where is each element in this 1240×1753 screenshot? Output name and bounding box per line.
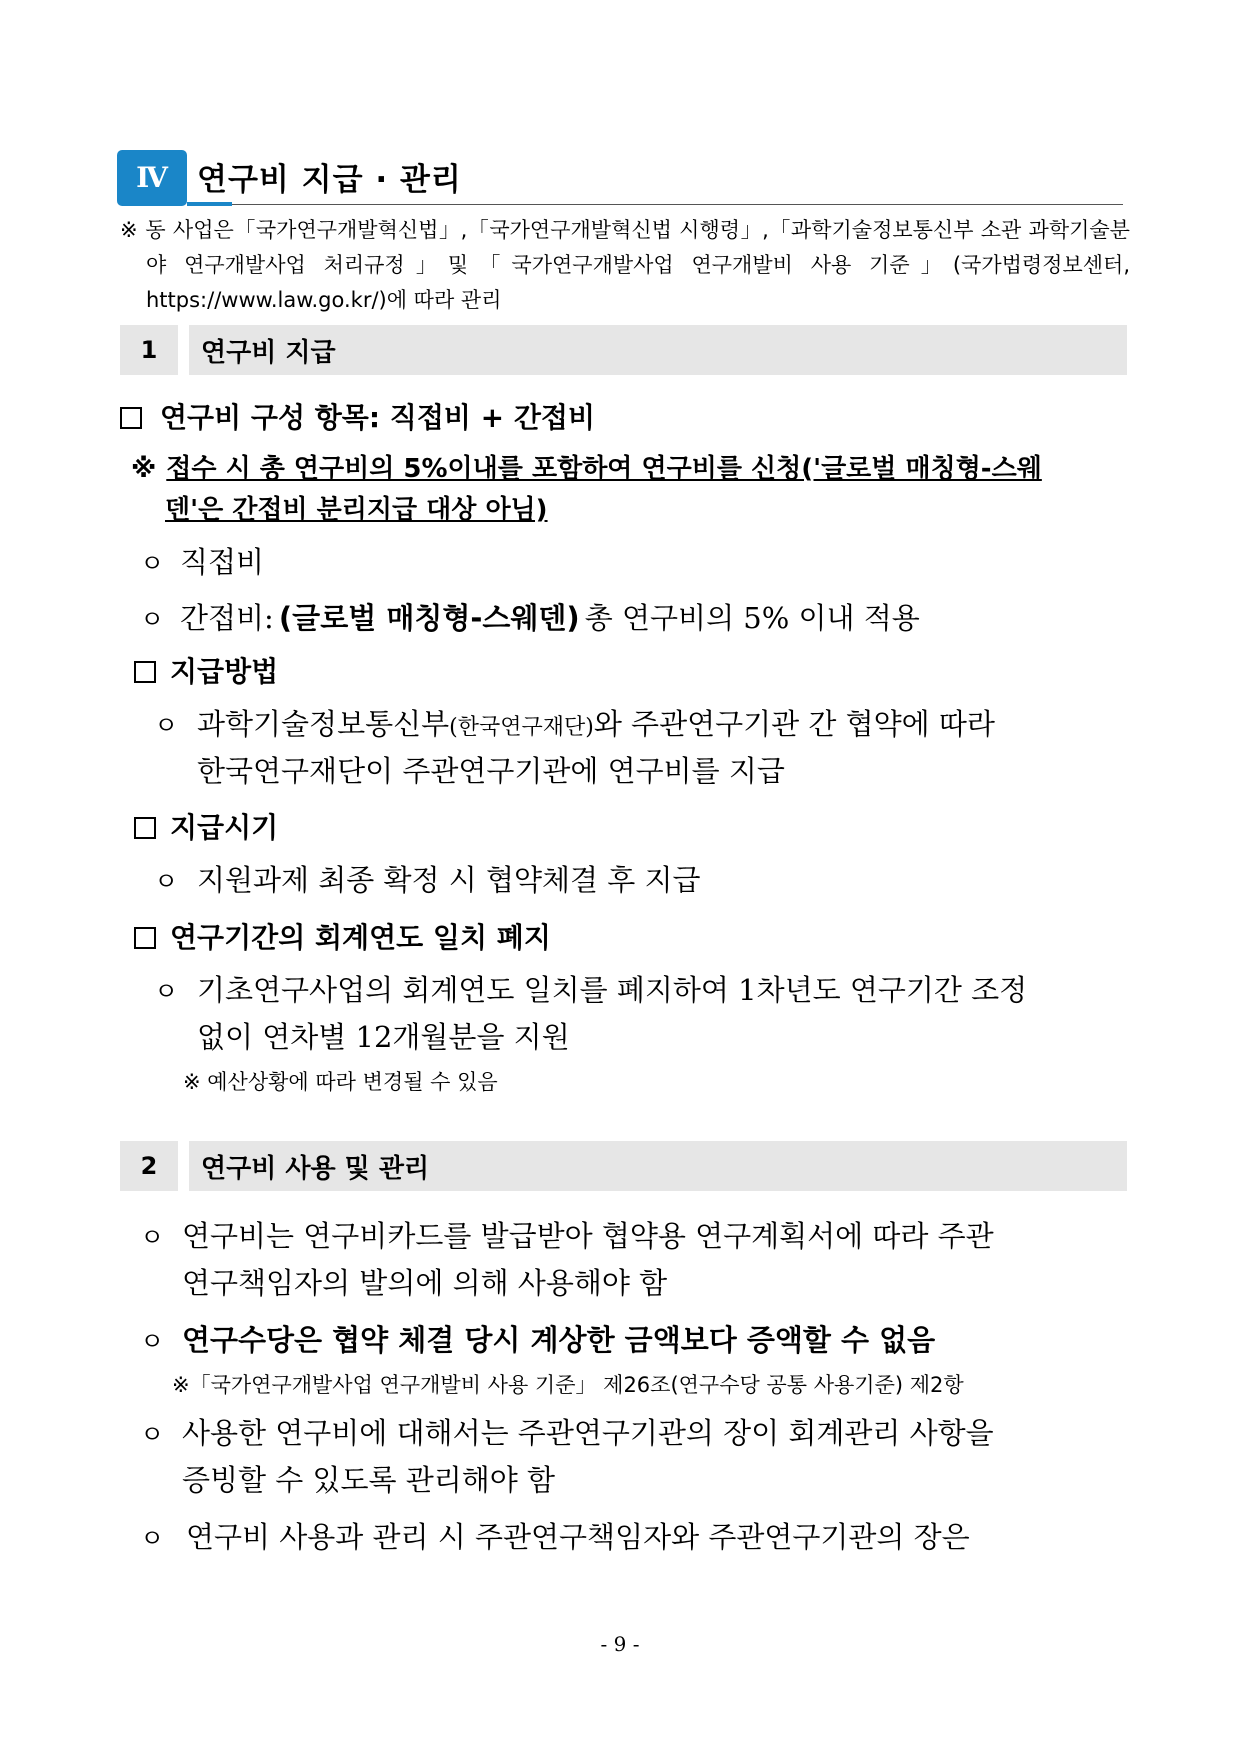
section-2-number: 2 [120, 1141, 178, 1191]
method-line2: 한국연구재단이 주관연구기관에 연구비를 지급 [197, 754, 785, 788]
indirect-cost-rest: 총 연구비의 5% 이내 적용 [584, 601, 920, 635]
legal-basis-note [120, 213, 1130, 318]
timing-line1: ㅇ 지원과제 최종 확정 시 협약체결 후 지급 [154, 863, 701, 897]
section2-bullet1-line1: ㅇ 연구비는 연구비카드를 발급받아 협약용 연구계획서에 따라 주관 [140, 1219, 994, 1253]
composition-note-line1 [131, 448, 1042, 485]
bullet-mark: ㅇ [140, 549, 165, 578]
page-number: - 9 - [600, 1632, 640, 1656]
chapter-underline-accent [187, 202, 232, 206]
checkbox-square-icon [134, 927, 156, 949]
bullet-mark: ㅇ [154, 711, 179, 740]
bullet-mark: ㅇ [154, 977, 179, 1006]
bullet-mark: ㅇ [140, 1223, 165, 1252]
bullet-mark: ㅇ [140, 1327, 165, 1356]
bullet-mark: ㅇ [140, 1524, 165, 1553]
section2-bullet3-line2: 증빙할 수 있도록 관리해야 함 [182, 1463, 556, 1497]
fiscal-line2: 없이 연차별 12개월분을 지원 [197, 1020, 570, 1054]
indirect-cost-label: 간접비: [180, 601, 274, 635]
composition-note-line2: 덴'은 간접비 분리지급 대상 아님) [165, 495, 548, 525]
bullet-mark: ㅇ [140, 605, 165, 634]
bullet-mark: ㅇ [154, 867, 179, 896]
composition-heading: 연구비 구성 항목: 직접비 + 간접비 [120, 396, 595, 436]
section2-bullet2: ㅇ 연구수당은 협약 체결 당시 계상한 금액보다 증액할 수 없음 [140, 1323, 936, 1357]
checkbox-square-icon [134, 817, 156, 839]
checkbox-square-icon [134, 661, 156, 683]
fiscal-note: ※ 예산상황에 따라 변경될 수 있음 [183, 1070, 498, 1094]
indirect-cost-bold: (글로벌 매칭형-스웨덴) [278, 601, 580, 635]
section-1-title: 연구비 지급 [189, 325, 1127, 375]
method-line1: ㅇ 과학기술정보통신부(한국연구재단)와 주관연구기관 간 협약에 따라 [154, 707, 995, 741]
section2-bullet1-line2: 연구책임자의 발의에 의해 사용해야 함 [182, 1266, 668, 1300]
bullet-direct-cost [140, 540, 264, 581]
bullet-mark: ㅇ [140, 1420, 165, 1449]
section2-bullet4-line1: ㅇ 연구비 사용과 관리 시 주관연구책임자와 주관연구기관의 장은 [140, 1520, 970, 1554]
chapter-number-badge: Ⅳ [117, 150, 187, 206]
section2-bullet2-note: ※「국가연구개발사업 연구개발비 사용 기준」 제26조(연구수당 공통 사용기준) 제2항 [172, 1373, 964, 1397]
direct-cost-text: 직접비 [180, 545, 265, 579]
section-2-title: 연구비 사용 및 관리 [189, 1141, 1127, 1191]
composition-note-text1: 접수 시 총 연구비의 5%이내를 포함하여 연구비를 신청('글로벌 매칭형-스웨 [166, 454, 1042, 484]
bullet-indirect-cost [140, 596, 920, 637]
chapter-underline [187, 204, 1123, 205]
method-heading: 지급방법 [134, 650, 278, 690]
fiscal-line1: ㅇ 기초연구사업의 회계연도 일치를 폐지하여 1차년도 연구기간 조정 [154, 973, 1028, 1007]
checkbox-square-icon [120, 407, 142, 429]
section2-bullet3-line1: ㅇ 사용한 연구비에 대해서는 주관연구기관의 장이 회계관리 사항을 [140, 1416, 994, 1450]
timing-heading: 지급시기 [134, 806, 278, 846]
chapter-title: 연구비 지급 · 관리 [197, 162, 462, 198]
section-1-number: 1 [120, 325, 178, 375]
fiscal-heading: 연구기간의 회계연도 일치 폐지 [134, 916, 551, 956]
legal-note-text: 동 사업은「국가연구개발혁신법」,「국가연구개발혁신법 시행령」,「과학기술정보통신부 소관 과학기술분야 연구개발사업 처리규정」및「국가연구개발사업 연구개발비 사용 기준」(국가법령정보센터, https://www.law.go.kr/)에 따라 관리 [145, 218, 1130, 312]
legal-note-mark: ※ [120, 218, 139, 242]
note-mark: ※ [131, 454, 157, 484]
